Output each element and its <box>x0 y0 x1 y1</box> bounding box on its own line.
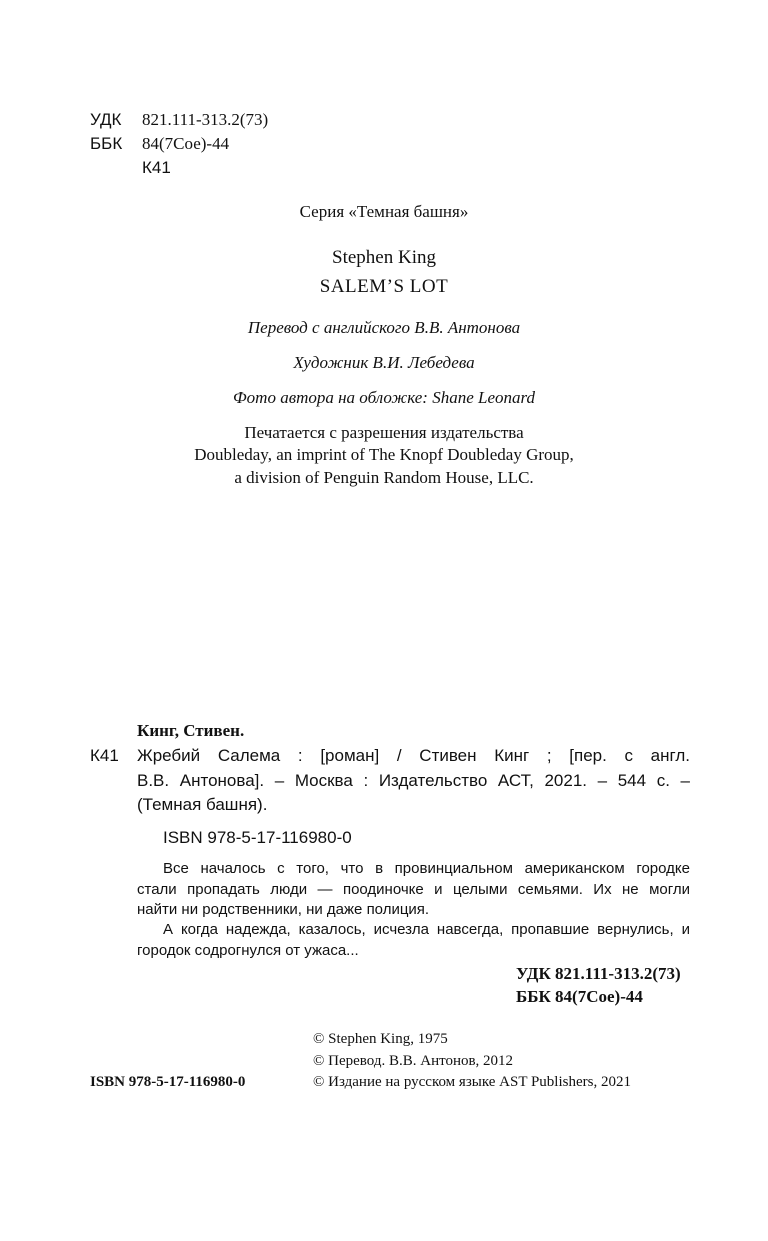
copyright-author: © Stephen King, 1975 <box>313 1031 448 1047</box>
annotation-line-2: стали пропадать люди — поодиночке и целыми семьями. Их не могли <box>137 881 690 898</box>
annotation-line-4: А когда надежда, казалось, исчезла навсегда, пропавшие вернулись, и <box>163 921 690 938</box>
translator-credit: Перевод с английского В.В. Антонова <box>247 318 521 337</box>
bbk-code: ББК 84(7Сое)-44 <box>516 987 643 1006</box>
copyright-translation: © Перевод. В.В. Антонов, 2012 <box>313 1053 514 1069</box>
udk-value: 821.111-313.2(73) <box>142 110 269 129</box>
permission-line-3: a division of Penguin Random House, LLC. <box>234 468 534 487</box>
permission-line-1: Печатается с разрешения издательства <box>244 423 524 442</box>
annotation-line-5: городок содрогнулся от ужаса... <box>137 942 359 959</box>
catalog-line-3: (Темная башня). <box>137 795 268 814</box>
annotation-line-3: найти ни родственники, ни даже полиция. <box>137 901 430 918</box>
catalog-line-2: В.В. Антонова]. – Москва : Издательство АСТ, 2021. – 544 с. – <box>137 771 690 790</box>
original-author: Stephen King <box>332 247 436 268</box>
catalog-line-1: Жребий Салема : [роман] / Стивен Кинг ; [пер. с англ. <box>137 746 690 765</box>
permission-line-2: Doubleday, an imprint of The Knopf Doubleday Group, <box>194 445 574 464</box>
bbk-value: 84(7Сое)-44 <box>142 134 230 153</box>
photo-credit: Фото автора на обложке: Shane Leonard <box>233 388 535 407</box>
copyright-edition: © Издание на русском языке AST Publishers, 2021 <box>313 1074 631 1090</box>
udk-line <box>90 110 268 130</box>
catalog-sign: К41 <box>90 746 119 765</box>
udk-label: УДК <box>90 110 122 129</box>
author-sign: К41 <box>142 158 171 177</box>
artist-credit: Художник В.И. Лебедева <box>293 353 475 372</box>
bbk-label: ББК <box>90 134 123 153</box>
catalog-isbn: ISBN 978-5-17-116980-0 <box>163 828 352 847</box>
udk-code: УДК 821.111-313.2(73) <box>516 964 681 983</box>
catalog-heading: Кинг, Стивен. <box>137 721 245 740</box>
annotation-line-1: Все началось с того, что в провинциальном американском городке <box>163 860 690 877</box>
footer-isbn: ISBN 978-5-17-116980-0 <box>90 1074 246 1090</box>
original-title: SALEM’S LOT <box>319 276 449 297</box>
series-title: Серия «Темная башня» <box>299 202 469 221</box>
bbk-line <box>90 134 229 154</box>
